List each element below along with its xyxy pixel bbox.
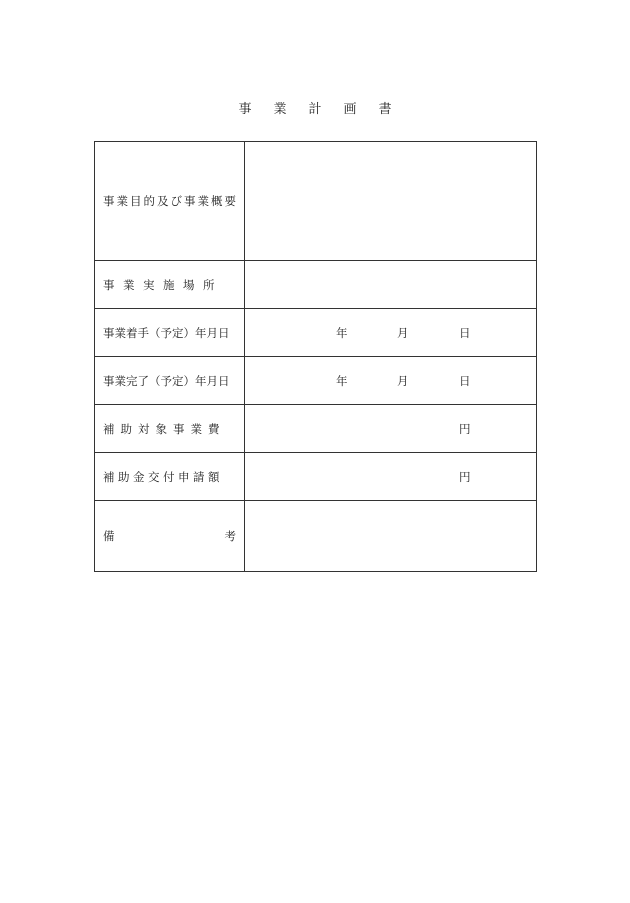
grant-amount-field[interactable] <box>245 453 537 501</box>
end-date-month-unit: 月 <box>397 373 409 388</box>
subsidy-cost-label: 補助対象事業費 <box>95 405 245 453</box>
table-row-subsidy-cost <box>95 405 537 453</box>
start-date-field[interactable] <box>245 309 537 357</box>
end-date-field[interactable] <box>245 357 537 405</box>
start-date-year-unit: 年 <box>336 325 348 340</box>
remarks-field[interactable] <box>245 501 537 572</box>
remarks-label-left: 備 <box>103 529 115 543</box>
table-row-grant-amount <box>95 453 537 501</box>
grant-amount-label: 補助金交付申請額 <box>95 453 245 501</box>
business-plan-table <box>94 141 537 572</box>
start-date-label: 事業着手（予定）年月日 <box>95 309 245 357</box>
grant-amount-unit: 円 <box>459 469 471 484</box>
start-date-month-unit: 月 <box>397 325 409 340</box>
location-field[interactable] <box>245 261 537 309</box>
end-date-year-unit: 年 <box>336 373 348 388</box>
table-row-start-date <box>95 309 537 357</box>
remarks-label <box>95 501 245 572</box>
table-row-purpose <box>95 142 537 261</box>
end-date-day-unit: 日 <box>459 373 471 388</box>
purpose-label: 事業目的及び事業概要 <box>95 142 245 261</box>
table-row-location <box>95 261 537 309</box>
subsidy-cost-unit: 円 <box>459 421 471 436</box>
table-row-end-date <box>95 357 537 405</box>
location-label: 事業実施場所 <box>95 261 245 309</box>
end-date-label: 事業完了（予定）年月日 <box>95 357 245 405</box>
table-row-remarks <box>95 501 537 572</box>
start-date-day-unit: 日 <box>459 325 471 340</box>
remarks-label-right: 考 <box>224 529 236 543</box>
page-title: 事業計画書 <box>238 102 414 117</box>
purpose-field[interactable] <box>245 142 537 261</box>
subsidy-cost-field[interactable] <box>245 405 537 453</box>
